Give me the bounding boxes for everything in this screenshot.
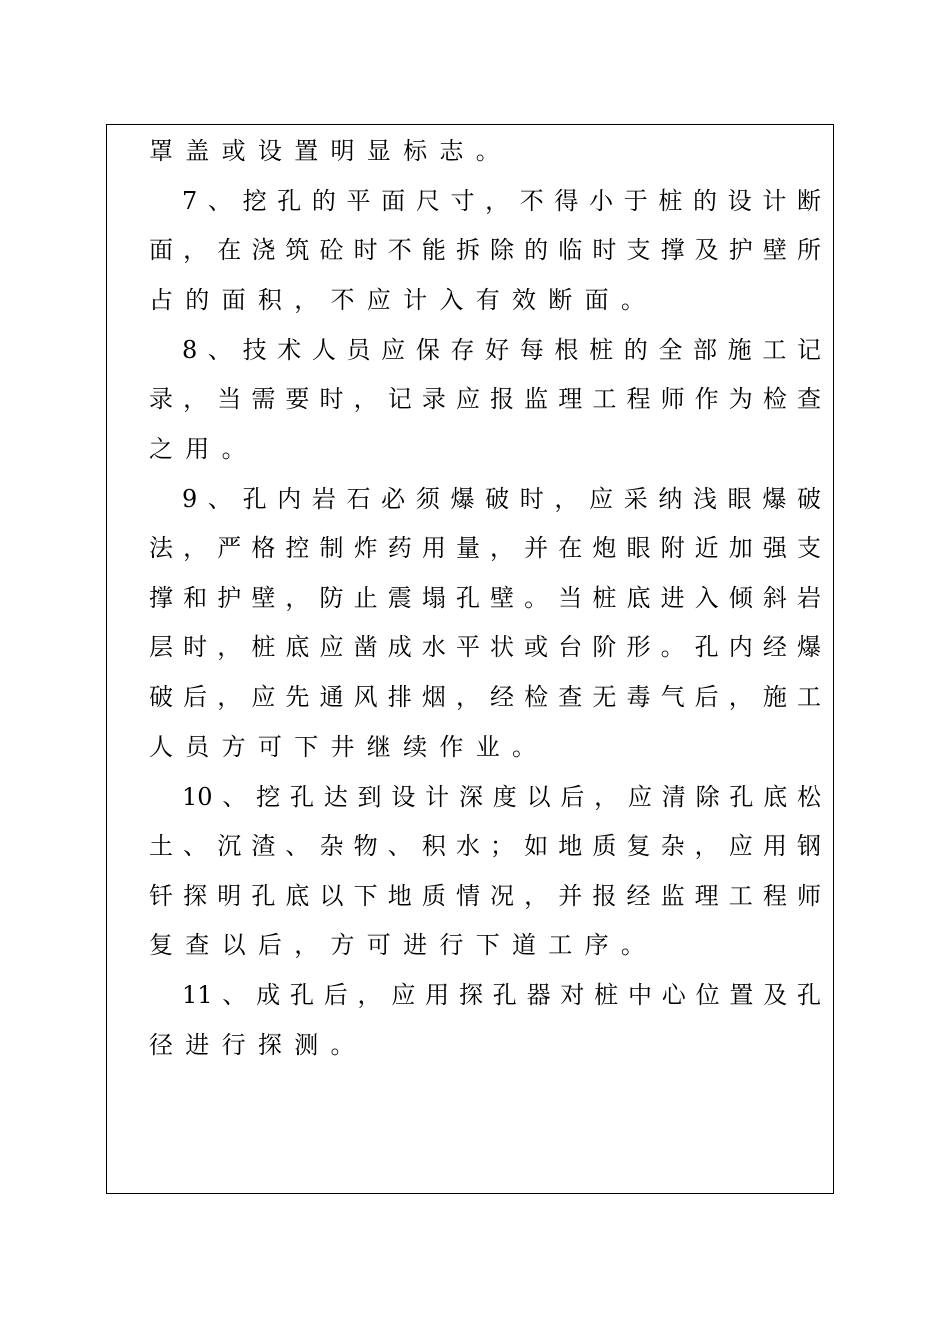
- text-line-1: 罩盖或设置明显标志。: [149, 137, 512, 165]
- text-line-17: 复查以后，方可进行下道工序。: [149, 931, 658, 959]
- text-line-11: 层时，桩底应凿成水平状或台阶形。孔内经爆: [149, 633, 821, 661]
- text-line-18: 11、成孔后，应用探孔器对桩中心位置及孔: [182, 981, 821, 1009]
- text-line-8: 9、孔内岩石必须爆破时，应采纳浅眼爆破: [182, 485, 821, 513]
- text-line-10: 撑和护壁，防止震塌孔壁。当桩底进入倾斜岩: [149, 584, 821, 612]
- text-line-7: 之用。: [149, 435, 258, 463]
- text-line-14: 10、挖孔达到设计深度以后，应清除孔底松: [182, 783, 821, 811]
- text-line-5: 8、技术人员应保存好每根桩的全部施工记: [182, 336, 821, 364]
- text-line-9: 法，严格控制炸药用量，并在炮眼附近加强支: [149, 534, 821, 562]
- text-line-19: 径进行探测。: [149, 1031, 367, 1059]
- text-line-12: 破后，应先通风排烟，经检查无毒气后，施工: [149, 683, 821, 711]
- text-line-3: 面，在浇筑砼时不能拆除的临时支撑及护壁所: [149, 236, 821, 264]
- text-line-4: 占的面积，不应计入有效断面。: [149, 286, 658, 314]
- text-line-6: 录，当需要时，记录应报监理工程师作为检查: [149, 385, 821, 413]
- text-line-2: 7、挖孔的平面尺寸，不得小于桩的设计断: [182, 187, 821, 215]
- text-line-13: 人员方可下井继续作业。: [149, 733, 549, 761]
- text-line-15: 土、沉渣、杂物、积水；如地质复杂，应用钢: [149, 832, 821, 860]
- text-line-16: 钎探明孔底以下地质情况，并报经监理工程师: [149, 882, 821, 910]
